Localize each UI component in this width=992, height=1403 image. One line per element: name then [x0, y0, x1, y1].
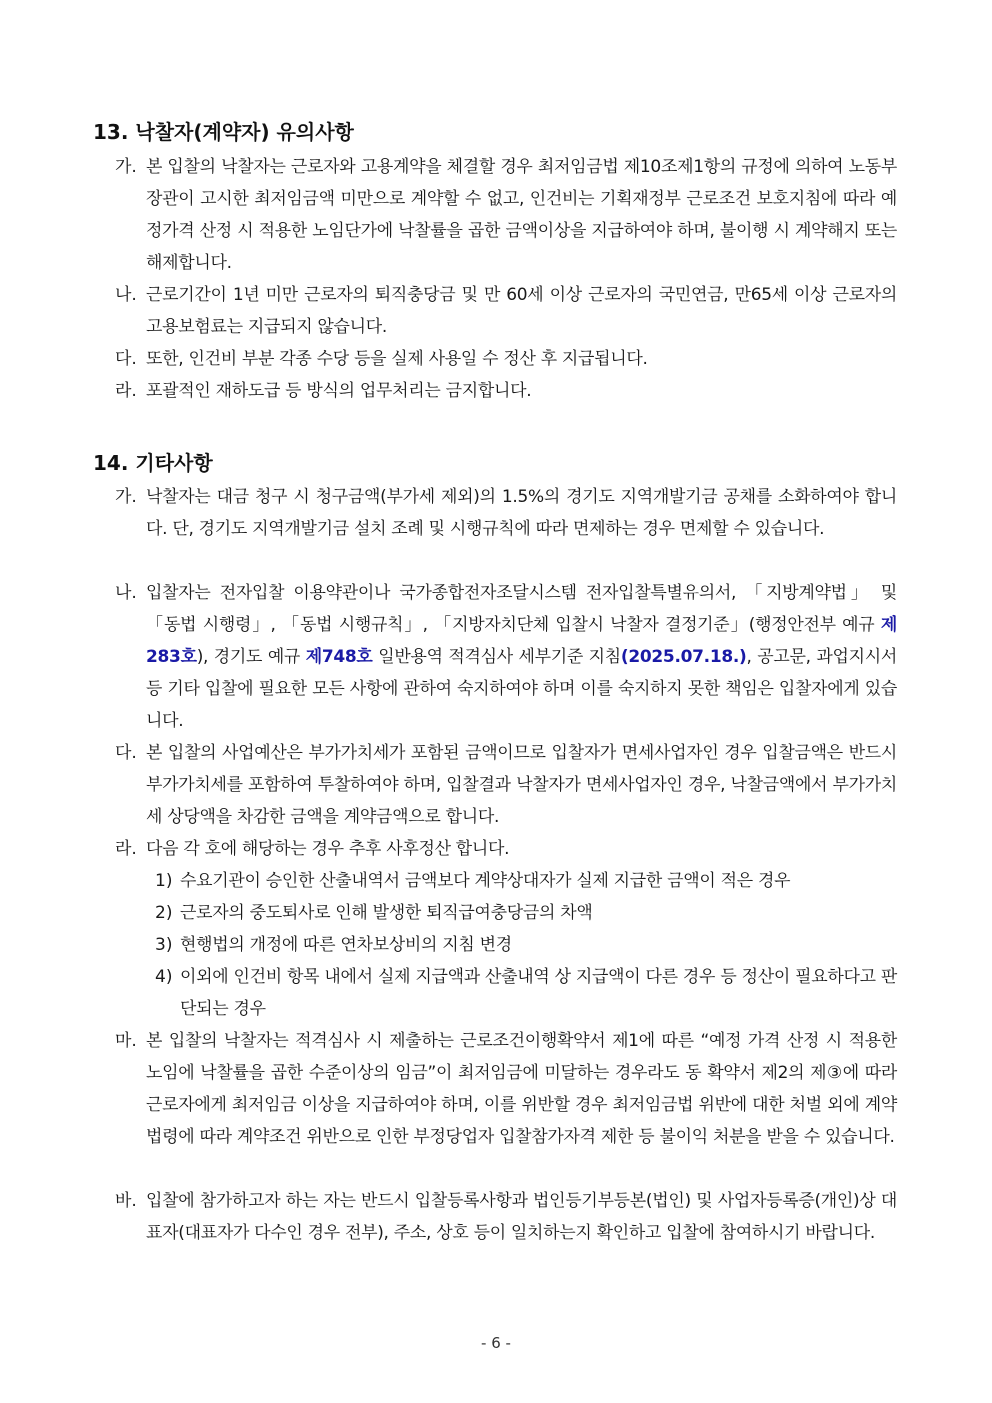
page-number: - 6 - [481, 1334, 511, 1352]
sub-item-text: 이외에 인건비 항목 내에서 실제 지급액과 산출내역 상 지급액이 다른 경우 등 정산이 필요하다고 판단되는 경우 [180, 967, 897, 1019]
sub-item-text: 현행법의 개정에 따른 연차보상비의 지침 변경 [180, 935, 512, 955]
section-14-item-ga [115, 481, 897, 545]
text-part: ), 경기도 예규 [196, 647, 306, 667]
item-marker: 다. [115, 743, 137, 763]
item-text: 입찰에 참가하고자 하는 자는 반드시 입찰등록사항과 법인등기부등본(법인) 및 사업자등록증(개인)상 대표자(대표자가 다수인 경우 전부), 주소, 상호 등이 일치하는지 확인하고 입찰에 참여하시기 바랍니다. [146, 1191, 897, 1243]
item-marker: 바. [115, 1191, 137, 1211]
section-13-item-ga [115, 151, 897, 279]
text-part: 입찰자는 전자입찰 이용약관이나 국가종합전자조달시스템 전자입찰특별유의서, 「지방계약법」 및 「동법 시행령」, 「동법 시행규칙」, 「지방자치단체 입찰시 낙찰자 결정기준」(행정안전부 예규 [146, 583, 897, 635]
item-marker: 가. [115, 487, 137, 507]
sub-item-marker: 3) [155, 935, 173, 955]
item-text: 다음 각 호에 해당하는 경우 추후 사후정산 합니다. [146, 839, 510, 859]
section-13-item-na [115, 279, 897, 343]
section-14-title: 14. 기타사항 [93, 451, 213, 475]
section-13-item-ra [115, 375, 897, 407]
sub-item-text: 근로자의 중도퇴사로 인해 발생한 퇴직급여충당금의 차액 [180, 903, 593, 923]
item-marker: 가. [115, 157, 137, 177]
item-text: 본 입찰의 낙찰자는 적격심사 시 제출하는 근로조건이행확약서 제1에 따른 “예정 가격 산정 시 적용한 노임에 낙찰률을 곱한 수준이상의 임금”이 최저임금에 미달하는 경우라도 동 확약서 제2의 제③에 따라 근로자에게 최저임금 이상을 지급하여야 하며, 이를 위반할 경우 최저임금법 위반에 대한 처벌 외에 계약법령에 따라 계약조건 위반으로 인한 부정당업자 입찰참가자격 제한 등 불이익 처분을 받을 수 있습니다. [146, 1031, 897, 1147]
section-13-item-da [115, 343, 897, 375]
item-marker: 라. [115, 381, 137, 401]
sub-item-text: 수요기관이 승인한 산출내역서 금액보다 계약상대자가 실제 지급한 금액이 적은 경우 [180, 871, 791, 891]
item-marker: 다. [115, 349, 137, 369]
item-text: 근로기간이 1년 미만 근로자의 퇴직충당금 및 만 60세 이상 근로자의 국민연금, 만65세 이상 근로자의 고용보험료는 지급되지 않습니다. [146, 285, 897, 337]
sub-item-2 [155, 897, 897, 929]
section-14-item-ra [115, 833, 897, 865]
sub-item-4 [155, 961, 897, 1025]
sub-item-marker: 2) [155, 903, 173, 923]
item-text [146, 577, 897, 737]
item-marker: 나. [115, 285, 137, 305]
section-14-item-ba [115, 1185, 897, 1249]
item-text: 본 입찰의 낙찰자는 근로자와 고용계약을 체결할 경우 최저임금법 제10조제1항의 규정에 의하여 노동부장관이 고시한 최저임금액 미만으로 계약할 수 없고, 인건비는 기획재정부 근로조건 보호지침에 따라 예정가격 산정 시 적용한 노임단가에 낙찰률을 곱한 금액이상을 지급하여야 하며, 불이행 시 계약해지 또는 해제합니다. [146, 157, 897, 273]
item-text: 또한, 인건비 부분 각종 수당 등을 실제 사용일 수 정산 후 지급됩니다. [146, 349, 648, 369]
item-marker: 나. [115, 583, 137, 603]
regulation-number: 제283호 [146, 615, 897, 667]
text-part: 일반용역 적격심사 세부기준 지침 [372, 647, 621, 667]
section-14-item-ma [115, 1025, 897, 1153]
regulation-date: (2025.07.18.) [620, 647, 747, 667]
item-text: 본 입찰의 사업예산은 부가가치세가 포함된 금액이므로 입찰자가 면세사업자인 경우 입찰금액은 반드시 부가가치세를 포함하여 투찰하여야 하며, 입찰결과 낙찰자가 면세사업자인 경우, 낙찰금액에서 부가가치세 상당액을 차감한 금액을 계약금액으로 합니다. [146, 743, 897, 827]
sub-item-marker: 1) [155, 871, 173, 891]
sub-item-3 [155, 929, 897, 961]
item-text: 낙찰자는 대금 청구 시 청구금액(부가세 제외)의 1.5%의 경기도 지역개발기금 공채를 소화하여야 합니다. 단, 경기도 지역개발기금 설치 조례 및 시행규칙에 따라 면제하는 경우 면제할 수 있습니다. [146, 487, 897, 539]
text-part: , 공고문, 과업지시서 등 기타 입찰에 필요한 모든 사항에 관하여 숙지하여야 하며 이를 숙지하지 못한 책임은 입찰자에게 있습니다. [146, 647, 897, 731]
section-14-item-da [115, 737, 897, 833]
item-marker: 마. [115, 1031, 137, 1051]
item-text: 포괄적인 재하도급 등 방식의 업무처리는 금지합니다. [146, 381, 532, 401]
sub-item-marker: 4) [155, 967, 173, 987]
section-13-title: 13. 낙찰자(계약자) 유의사항 [93, 120, 354, 144]
item-marker: 라. [115, 839, 137, 859]
sub-item-1 [155, 865, 897, 897]
regulation-number: 제748호 [305, 647, 373, 667]
section-14-item-na [115, 577, 897, 737]
